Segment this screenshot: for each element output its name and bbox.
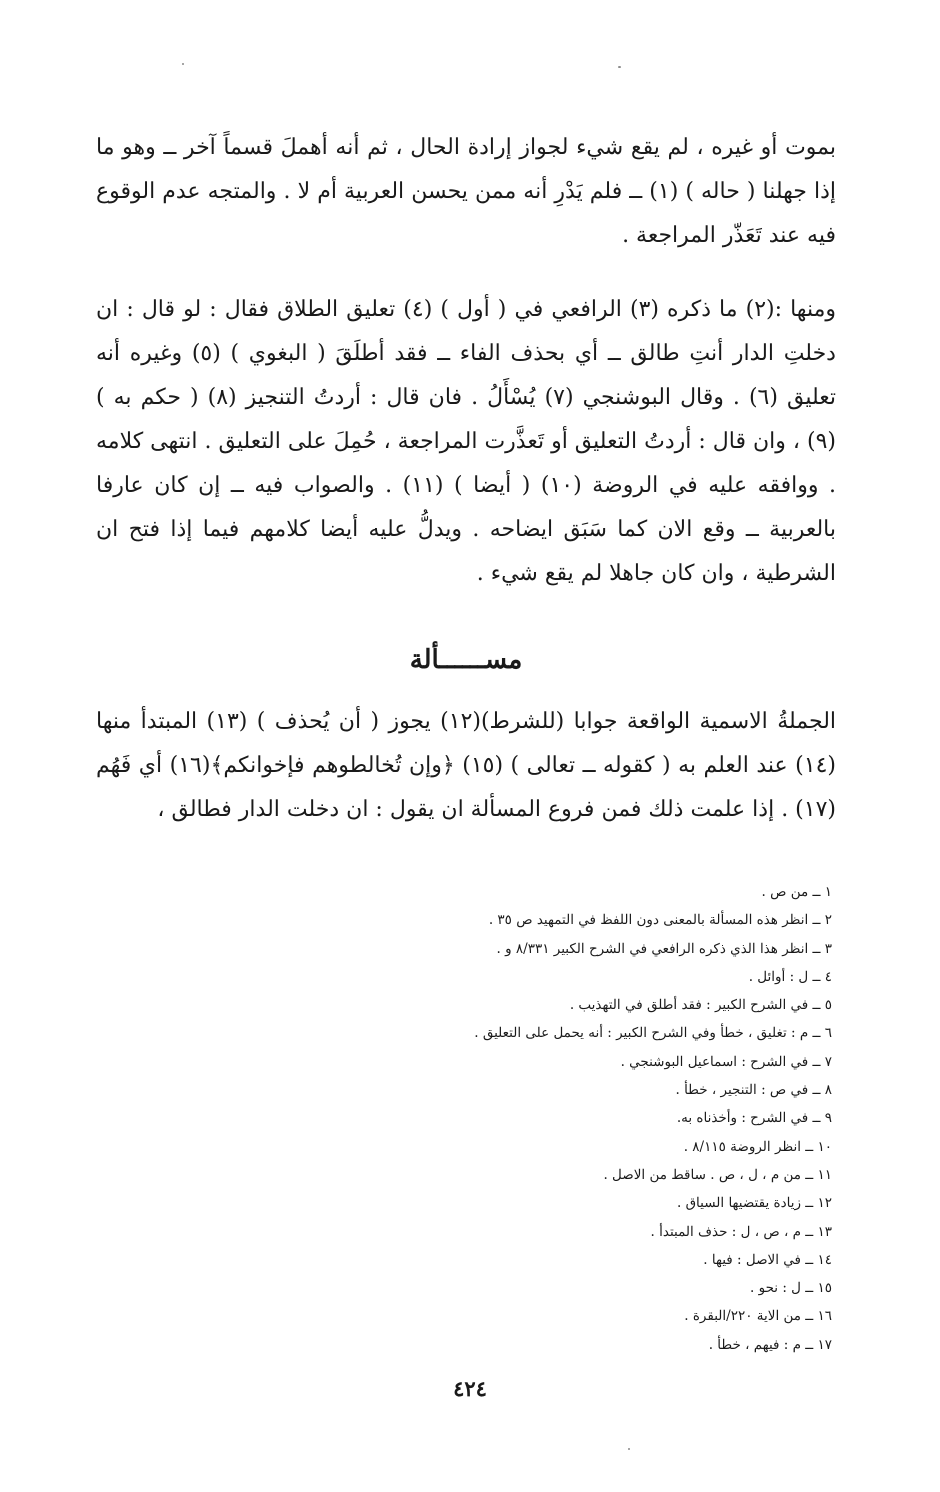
footnotes-list <box>332 878 832 1359</box>
section-heading: مســــــألة <box>409 645 523 675</box>
footnote: ١٤ ــ في الاصل : فيها . <box>703 1251 832 1268</box>
footnote: ٩ ــ في الشرح : وأخذناه به. <box>676 1110 832 1127</box>
footnote: ١١ ــ من م ، ل ، ص . ساقط من الاصل . <box>603 1166 832 1183</box>
paragraph-2: ومنها :(٢) ما ذكره (٣) الرافعي في ( أول ) (٤) تعليق الطلاق فقال : لو قال : ان دخلتِ الدار أنتِ طالق ــ أي بحذف الفاء ــ فقد أطلَقَ ( البغوي ) (٥) وغيره أنه تعليق (٦) . وقال البوشنجي (٧) يُسْأَلُ . فان قال : أردتُ التنجيز (٨) ( حكم به ) (٩) ، وان قال : أردتُ التعليق أو تَعذَّرت المراجعة ، حُمِلَ على التعليق . انتهى كلامه . ووافقه عليه في الروضة (١٠) ( أيضا ) (١١) . والصواب فيه ــ إن كان عارفا بالعربية ــ وقع الان كما سَبَق ايضاحه . ويدلُّ عليه أيضا كلامهم فيما إذا فتح ان الشرطية ، وان كان جاهلا لم يقع شيء . <box>96 297 836 586</box>
footnote: ١٦ ــ من الاية ٢٢٠/البقرة . <box>684 1308 832 1325</box>
footnote: ١ ــ من ص . <box>761 884 832 900</box>
footnote: ١٣ ــ م ، ص ، ل : حذف المبتدأ . <box>650 1223 832 1240</box>
scan-speck <box>182 63 184 65</box>
footnote: ١٥ ــ ل : نحو . <box>750 1280 832 1297</box>
paragraph-1: بموت أو غيره ، لم يقع شيء لجواز إرادة الحال ، ثم أنه أهملَ قسماً آخر ــ وهو ما إذا جهلنا ( حاله ) (١) ــ فلم يَدْرِ أنه ممن يحسن العربية أم لا . والمتجه عدم الوقوع فيه عند تَعَذّر المراجعة . <box>96 135 837 248</box>
scan-speck <box>628 1448 630 1450</box>
scan-speck <box>618 66 621 68</box>
footnote: ٨ ــ في ص : التنجير ، خطأ . <box>675 1082 832 1099</box>
footnote: ٤ ــ ل : أوائل . <box>748 968 832 985</box>
page-number: ٤٢٤ <box>453 1376 487 1401</box>
footnote: ٦ ــ م : تغليق ، خطأ وفي الشرح الكبير : أنه يحمل على التعليق . <box>474 1025 832 1042</box>
footnote: ٥ ــ في الشرح الكبير : فقد أطلق في التهذيب . <box>569 997 832 1014</box>
footnote: ١٧ ــ م : فيهم ، خطأ . <box>708 1336 832 1353</box>
footnote: ٣ ــ انظر هذا الذي ذكره الرافعي في الشرح الكبير ٨/٣٣١ و . <box>496 940 832 957</box>
paragraph-3: الجملةُ الاسمية الواقعة جوابا (للشرط)(١٢) يجوز ( أن يُحذف ) (١٣) المبتدأ منها (١٤) عند العلم به ( كقوله ــ تعالى ) (١٥) ﴿وإن تُخالطوهم فإخوانكم﴾(١٦) أي فَهُم (١٧) . إذا علمت ذلك فمن فروع المسألة ان يقول : ان دخلت الدار فطالق ، <box>96 709 837 822</box>
footnote: ١٢ ــ زيادة يقتضيها السياق . <box>677 1195 832 1212</box>
footnote: ٧ ــ في الشرح : اسماعيل البوشنجي . <box>620 1053 832 1070</box>
footnote: ١٠ ــ انظر الروضة ٨/١١٥ . <box>683 1138 832 1155</box>
footnote: ٢ ــ انظر هذه المسألة بالمعنى دون اللفظ في التمهيد ص ٣٥ . <box>488 912 832 929</box>
